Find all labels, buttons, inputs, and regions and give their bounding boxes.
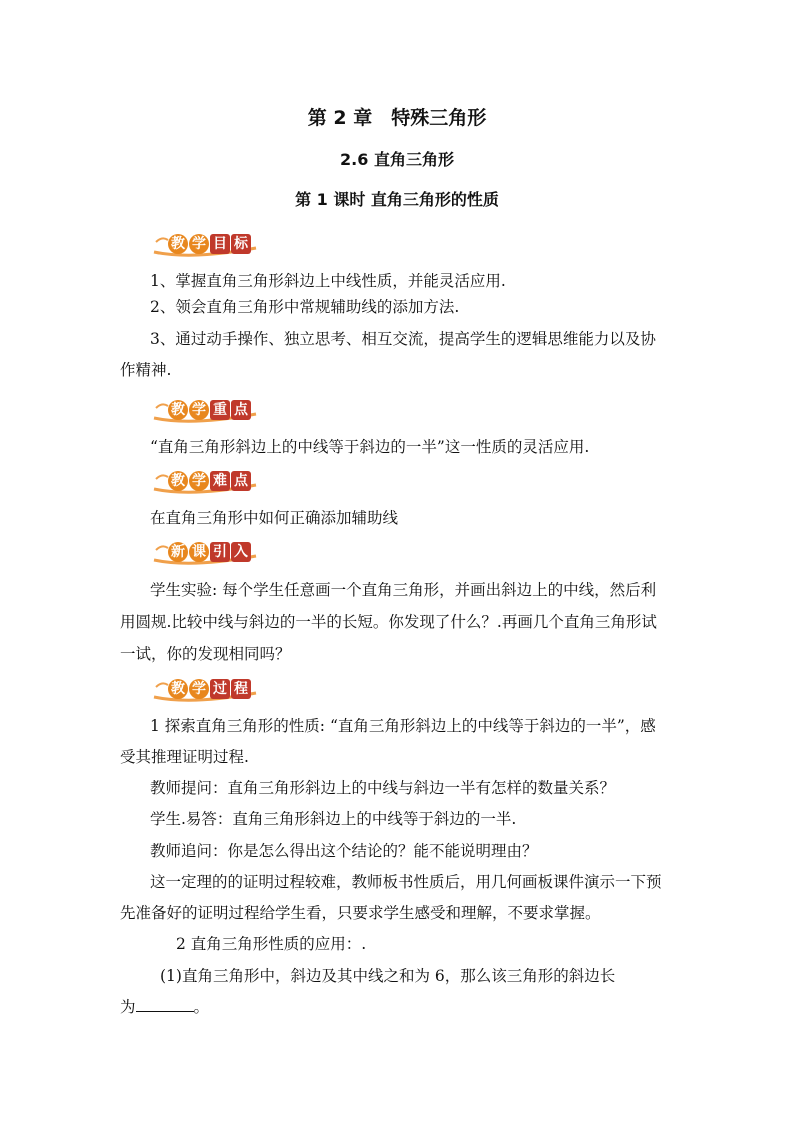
objective-line: 3、通过动手操作、独立思考、相互交流，提高学生的逻辑思维能力以及协 — [150, 330, 656, 348]
key-points-badge — [152, 396, 262, 424]
badge-char: 学 — [189, 679, 209, 699]
answer-prefix: 为 — [120, 998, 136, 1016]
process-line: 学生.易答：直角三角形斜边上的中线等于斜边的一半. — [150, 810, 517, 828]
process-line: 受其推理证明过程. — [120, 748, 249, 766]
process-line: 2 直角三角形性质的应用：. — [176, 935, 367, 953]
difficulty-text: 在直角三角形中如何正确添加辅助线 — [150, 509, 399, 527]
badge-char: 程 — [231, 679, 251, 699]
badge-char: 教 — [168, 471, 188, 491]
objective-line: 作精神. — [120, 361, 172, 379]
badge-char: 课 — [189, 542, 209, 562]
badge-char: 学 — [189, 471, 209, 491]
process-line: 这一定理的的证明过程较难，教师板书性质后，用几何画板课件演示一下预 — [150, 873, 662, 891]
badge-char: 教 — [168, 400, 188, 420]
chapter-title: 第 2 章 特殊三角形 — [307, 107, 487, 129]
badge-char: 点 — [231, 471, 251, 491]
badge-char: 点 — [231, 400, 251, 420]
process-badge — [152, 675, 262, 703]
objective-line: 2、领会直角三角形中常规辅助线的添加方法. — [150, 298, 460, 316]
badge-char: 重 — [210, 400, 230, 420]
badge-char: 教 — [168, 679, 188, 699]
section-title: 2.6 直角三角形 — [340, 150, 454, 169]
objectives-badge — [152, 230, 262, 258]
process-line: 先准备好的证明过程给学生看，只要求学生感受和理解，不要求掌握。 — [120, 904, 601, 922]
process-line: 教师追问：你是怎么得出这个结论的？能不能说明理由？ — [150, 842, 538, 860]
badge-char: 入 — [231, 542, 251, 562]
badge-char: 标 — [231, 234, 251, 254]
difficulties-badge — [152, 467, 262, 495]
badge-char: 难 — [210, 471, 230, 491]
objective-line: 1、掌握直角三角形斜边上中线性质，并能灵活应用. — [150, 272, 506, 290]
intro-badge — [152, 538, 262, 566]
badge-char: 引 — [210, 542, 230, 562]
intro-line: 一试，你的发现相同吗？ — [120, 645, 291, 663]
intro-line: 用圆规.比较中线与斜边的一半的长短。你发现了什么？.再画几个直角三角形试 — [120, 613, 657, 631]
process-line: 教师提问：直角三角形斜边上的中线与斜边一半有怎样的数量关系？ — [150, 779, 616, 797]
answer-line — [120, 997, 209, 1017]
intro-line: 学生实验: 每个学生任意画一个直角三角形，并画出斜边上的中线，然后利 — [150, 581, 657, 599]
lesson-title: 第 1 课时 直角三角形的性质 — [295, 190, 499, 209]
badge-char: 教 — [168, 234, 188, 254]
answer-blank — [136, 997, 194, 1012]
badge-char: 过 — [210, 679, 230, 699]
key-point-text: “直角三角形斜边上的中线等于斜边的一半”这一性质的灵活应用. — [150, 438, 590, 456]
badge-char: 学 — [189, 400, 209, 420]
badge-char: 新 — [168, 542, 188, 562]
badge-char: 目 — [210, 234, 230, 254]
answer-suffix: 。 — [193, 998, 210, 1016]
process-line: 1 探索直角三角形的性质: “直角三角形斜边上的中线等于斜边的一半”，感 — [150, 717, 656, 735]
badge-char: 学 — [189, 234, 209, 254]
process-line: (1)直角三角形中，斜边及其中线之和为 6，那么该三角形的斜边长 — [160, 967, 616, 985]
